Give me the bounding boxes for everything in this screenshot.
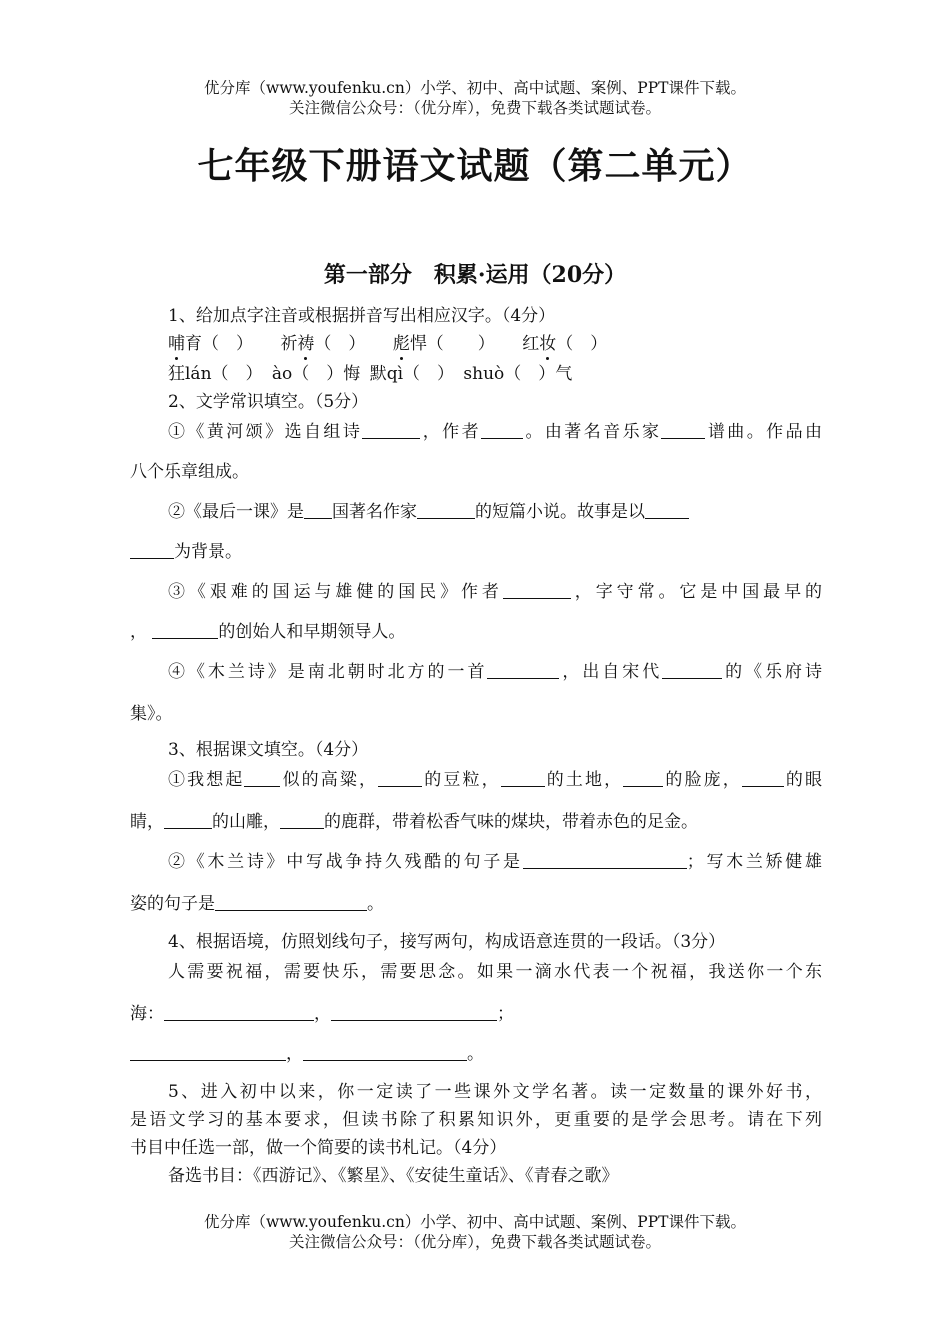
q3-s2-cont <box>130 892 822 916</box>
text: ；写木兰矫健雄 <box>686 852 822 872</box>
blank-line[interactable] <box>481 422 523 439</box>
blank-line[interactable] <box>645 502 689 519</box>
text: 为背景。 <box>174 542 242 562</box>
blank-line[interactable] <box>152 622 218 639</box>
footer-line-1: 优分库（www.youfenku.cn）小学、初中、高中试题、案例、PPT课件下载。 <box>203 1213 747 1231</box>
blank-line[interactable] <box>661 422 705 439</box>
text: 的脸庞， <box>663 770 742 790</box>
text: 的创始人和早期领导人。 <box>218 622 406 642</box>
q1-item-2-pre: 祈 <box>280 334 298 354</box>
text: 似的高粱， <box>280 770 379 790</box>
text: 国著名作家 <box>332 502 417 522</box>
text: ①《黄河颂》选自组诗 <box>168 422 363 442</box>
text: 海： <box>130 1004 164 1024</box>
blank-line[interactable] <box>130 1044 286 1061</box>
text: ④《木兰诗》是南北朝时北方的一首 <box>168 662 488 682</box>
blank-line[interactable] <box>523 852 687 869</box>
q2-s4 <box>168 660 822 684</box>
text: ， <box>314 1004 331 1024</box>
blank-line[interactable] <box>215 894 367 911</box>
blank-line[interactable] <box>742 770 784 787</box>
q5-line-2: 是语文学习的基本要求，但读书除了积累知识外，更重要的是学会思考。请在下列 <box>130 1110 822 1130</box>
header-line-1: 优分库（www.youfenku.cn）小学、初中、高中试题、案例、PPT课件下载。 <box>203 79 747 97</box>
text: 的鹿群，带着松香气味的煤块，带着赤色的足金。 <box>324 812 698 832</box>
text: ②《木兰诗》中写战争持久残酷的句子是 <box>168 852 523 872</box>
blank-line[interactable] <box>130 542 174 559</box>
text: 。 <box>367 894 384 914</box>
page-title: 七年级下册语文试题（第二单元） <box>197 145 753 187</box>
blank-line[interactable] <box>378 770 422 787</box>
blank-line[interactable] <box>164 1004 314 1021</box>
q2-s2 <box>168 500 822 524</box>
q3-s1-cont <box>130 810 822 834</box>
q2-s1 <box>168 420 822 444</box>
q2-stem: 2、文学常识填空。（5分） <box>168 392 369 412</box>
q3-s1 <box>168 768 822 792</box>
q1-stem: 1、给加点字注音或根据拼音写出相应汉字。（4分） <box>168 306 556 326</box>
text: ②《最后一课》是 <box>168 502 304 522</box>
q1-item-3: 悍（ ） <box>409 334 495 354</box>
q1-item-4-pre: 红 <box>522 334 540 354</box>
text: ，字守常。它是中国最早的 <box>570 582 823 602</box>
q4-stem: 4、根据语境，仿照划线句子，接写两句，构成语意连贯的一段话。（3分） <box>168 932 726 952</box>
q1-row1 <box>168 332 822 356</box>
section-heading: 第一部分 积累·运用（20分） <box>323 262 627 288</box>
text: 的豆粒， <box>422 770 501 790</box>
blank-line[interactable] <box>244 770 280 787</box>
q4-p3 <box>130 1042 822 1066</box>
q4-p2 <box>130 1002 822 1026</box>
q2-s3 <box>168 580 822 604</box>
text: 。由著名音乐家 <box>523 422 662 442</box>
q5-line-3: 书目中任选一部，做一个简要的读书札记。（4分） <box>130 1138 507 1158</box>
text: ， <box>286 1044 303 1064</box>
q2-s4-cont: 集》。 <box>130 704 173 724</box>
text: 姿的句子是 <box>130 894 215 914</box>
q5-line-1: 5、进入初中以来，你一定读了一些课外文学名著。读一定数量的课外好书， <box>168 1082 822 1102</box>
q2-s1-cont: 八个乐章组成。 <box>130 462 249 482</box>
blank-line[interactable] <box>501 770 545 787</box>
blank-line[interactable] <box>623 770 663 787</box>
blank-line[interactable] <box>304 502 332 519</box>
text: ①我想起 <box>168 770 245 790</box>
blank-line[interactable] <box>487 662 559 679</box>
text: 的短篇小说。故事是以 <box>475 502 645 522</box>
q5-line-4: 备选书目：《西游记》、《繁星》、《安徒生童话》、《青春之歌》 <box>168 1166 619 1186</box>
text: ，作者 <box>420 422 482 442</box>
q2-s3-cont <box>130 620 822 644</box>
blank-line[interactable] <box>280 812 324 829</box>
dotted-char: 彪 <box>392 334 410 354</box>
blank-line[interactable] <box>662 662 722 679</box>
blank-line[interactable] <box>503 582 571 599</box>
blank-line[interactable] <box>164 812 212 829</box>
text: 的土地， <box>544 770 624 790</box>
q1-item-4: （ ） <box>556 334 608 354</box>
blank-line[interactable] <box>331 1004 497 1021</box>
dotted-char: 哺 <box>168 334 185 354</box>
text: 的山雕， <box>212 812 280 832</box>
text: ，出自宋代 <box>559 662 663 682</box>
header-line-2: 关注微信公众号：（优分库），免费下载各类试题试卷。 <box>288 99 661 117</box>
q1-item-1: 育（ ） <box>185 334 253 354</box>
dotted-char: 祷 <box>297 334 315 354</box>
footer-line-2: 关注微信公众号：（优分库），免费下载各类试题试卷。 <box>288 1233 661 1251</box>
blank-line[interactable] <box>362 422 420 439</box>
text: ③《艰难的国运与雄健的国民》作者 <box>168 582 503 602</box>
q2-s2-cont <box>130 540 822 564</box>
text: 的《乐府诗 <box>722 662 823 682</box>
blank-line[interactable] <box>417 502 475 519</box>
q4-p1: 人需要祝福，需要快乐，需要思念。如果一滴水代表一个祝福，我送你一个东 <box>168 962 822 982</box>
text: 睛， <box>130 812 164 832</box>
q3-s2 <box>168 850 822 874</box>
q1-row2: 狂lán（ ） ào（ ）悔 默qì（ ） shuò（ ）气 <box>168 364 573 384</box>
q1-item-2: （ ） <box>314 334 366 354</box>
text: ， <box>130 622 147 642</box>
text: ； <box>497 1004 514 1024</box>
q3-stem: 3、根据课文填空。（4分） <box>168 740 369 760</box>
dotted-char: 妆 <box>539 334 557 354</box>
blank-line[interactable] <box>303 1044 467 1061</box>
text: 的眼 <box>783 770 823 790</box>
text: 。 <box>467 1044 484 1064</box>
text: 谱曲。作品由 <box>705 422 823 442</box>
